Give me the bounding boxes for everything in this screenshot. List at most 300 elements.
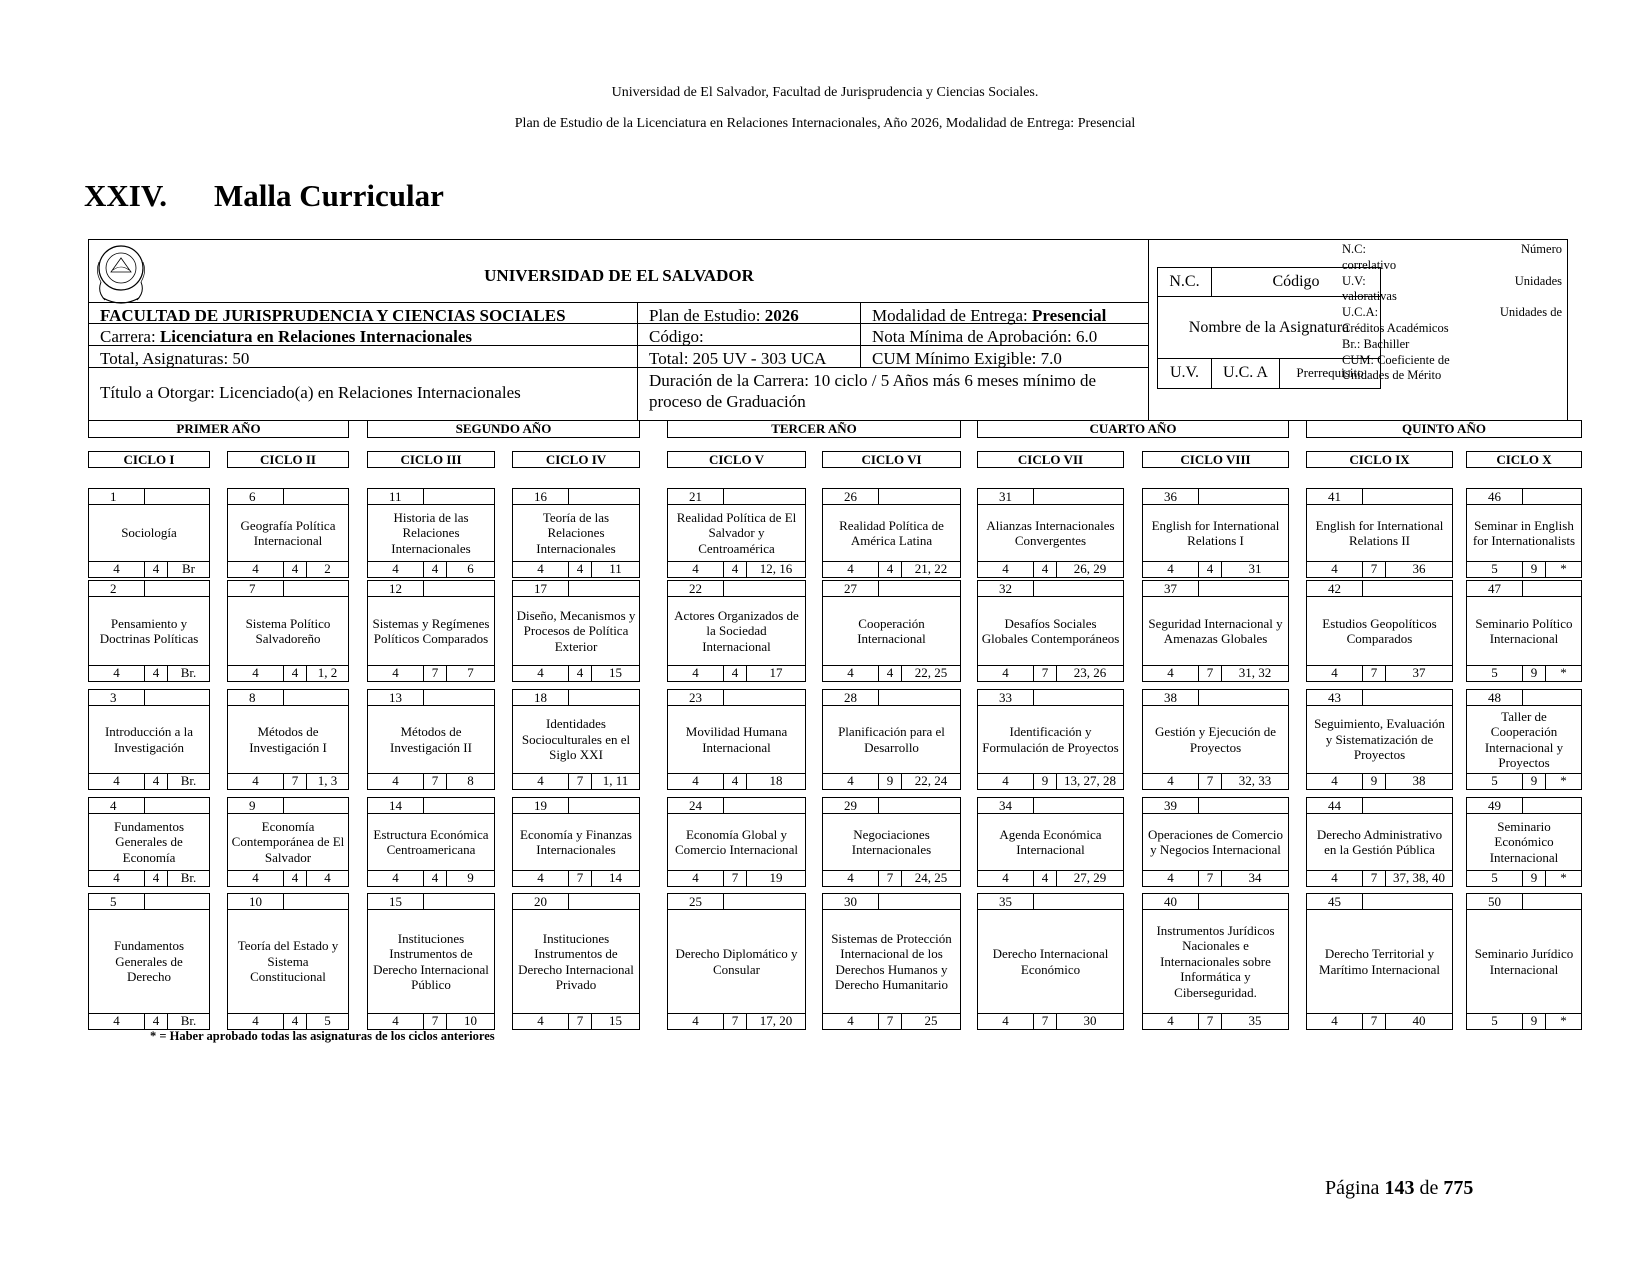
course-number: 11 [368, 489, 424, 504]
abbreviation-key: Créditos Académicos [1342, 320, 1449, 335]
course-uca: 7 [1363, 562, 1386, 577]
course-cell [227, 893, 349, 1030]
course-uv: 4 [668, 562, 724, 577]
course-uv: 4 [1307, 562, 1363, 577]
course-header-row [1307, 489, 1452, 505]
course-uca: 7 [1363, 1014, 1386, 1029]
course-prerequisite: * [1560, 1013, 1567, 1028]
course-number: 7 [228, 581, 284, 596]
course-credits-row [823, 773, 960, 789]
course-name: Historia de las Relaciones Internacionales [391, 509, 471, 556]
course-credits-row [513, 561, 639, 577]
course-header-row [513, 894, 639, 910]
course-prerequisite: 1, 11 [602, 773, 629, 788]
course-prerequisite: 1, 3 [317, 773, 338, 788]
page-label: Página [1325, 1177, 1380, 1199]
course-number: 18 [513, 690, 569, 705]
course-uv: 4 [823, 774, 879, 789]
modalidad-label: Modalidad de Entrega: [872, 306, 1033, 325]
course-name: Seguimiento, Evaluación y Sistematización de Proyectos [1314, 716, 1445, 763]
course-cell [1466, 689, 1582, 790]
course-credits-row [89, 870, 209, 886]
course-cell [512, 689, 640, 790]
course-prerequisite: 14 [609, 870, 622, 885]
course-number: 41 [1307, 489, 1363, 504]
page-number [1325, 1177, 1473, 1200]
course-header-row [823, 581, 960, 597]
course-prerequisite: 22, 24 [914, 773, 948, 788]
abbreviation-line [1342, 289, 1562, 305]
course-prerequisite: 38 [1412, 773, 1426, 788]
course-uv: 4 [823, 1014, 879, 1029]
abbreviation-key: valorativas [1342, 289, 1397, 304]
course-name: Sociología [121, 525, 177, 541]
course-header-row [668, 690, 805, 706]
course-name: English for International Relations I [1151, 517, 1280, 548]
course-credits-row [228, 665, 348, 681]
course-uv: 4 [668, 666, 724, 681]
course-prerequisite: 1, 2 [317, 665, 338, 680]
course-cell [367, 797, 495, 887]
info-row-totals [89, 345, 1149, 367]
course-header-row [228, 581, 348, 597]
course-cell [822, 580, 961, 682]
course-name: Desafíos Sociales Globales Contemporáneos [981, 615, 1120, 646]
titulo-cell: Título a Otorgar: Licenciado(a) en Relaciones Internacionales [100, 383, 521, 402]
info-table [89, 240, 1149, 420]
course-number: 24 [668, 798, 724, 813]
course-cell [667, 488, 806, 578]
course-number: 4 [89, 798, 145, 813]
course-credits-row [368, 665, 494, 681]
section-number: XXIV. [84, 178, 167, 213]
course-name: Fundamentos Generales de Derecho [113, 938, 185, 985]
course-uca: 7 [1034, 1014, 1057, 1029]
course-uca: 7 [1363, 666, 1386, 681]
section-title [84, 178, 444, 214]
course-prerequisite: 23, 26 [1073, 665, 1107, 680]
abbreviation-line [1342, 305, 1562, 321]
course-name: Fundamentos Generales de Economía [113, 818, 185, 865]
course-uv: 4 [978, 774, 1034, 789]
course-number: 2 [89, 581, 145, 596]
course-name: Actores Organizados de la Sociedad Internacional [674, 607, 799, 654]
course-cell [822, 893, 961, 1030]
course-uca: 7 [1034, 666, 1057, 681]
course-uv: 4 [513, 774, 569, 789]
course-credits-row [1143, 1013, 1288, 1029]
course-header-row [89, 894, 209, 910]
course-cell [512, 797, 640, 887]
modalidad-cell [860, 303, 1149, 323]
course-name: Economía Contemporánea de El Salvador [231, 818, 345, 865]
abbreviation-value: Unidades de [1499, 305, 1562, 320]
course-uv: 5 [1467, 666, 1523, 681]
course-cell [367, 488, 495, 578]
course-credits-row [978, 773, 1123, 789]
cycle-header: CICLO I [88, 451, 210, 468]
course-name: Seminario Político Internacional [1475, 615, 1573, 646]
course-prerequisite: 19 [769, 870, 783, 885]
course-credits-row [513, 1013, 639, 1029]
course-header-row [978, 894, 1123, 910]
course-prerequisite: 18 [769, 773, 783, 788]
course-cell [1466, 893, 1582, 1030]
cycle-header: CICLO III [367, 451, 495, 468]
course-uv: 4 [513, 666, 569, 681]
course-number: 42 [1307, 581, 1363, 596]
course-number: 13 [368, 690, 424, 705]
course-number: 6 [228, 489, 284, 504]
course-uv: 4 [1143, 666, 1199, 681]
cycle-header: CICLO IX [1306, 451, 1453, 468]
course-number: 38 [1143, 690, 1199, 705]
course-header-row [1143, 690, 1288, 706]
legend-codigo: Código [1212, 268, 1380, 297]
course-credits-row [1467, 773, 1581, 789]
course-header-row [368, 489, 494, 505]
course-cell [667, 580, 806, 682]
course-name: Agenda Económica Internacional [999, 826, 1102, 857]
course-prerequisite: Br. [180, 773, 197, 788]
course-name: Derecho Internacional Económico [992, 946, 1109, 977]
faculty-name: FACULTAD DE JURISPRUDENCIA Y CIENCIAS SOCIALES [100, 306, 566, 325]
course-name: Alianzas Internacionales Convergentes [986, 517, 1115, 548]
course-header-row [668, 798, 805, 814]
course-header-row [1143, 581, 1288, 597]
course-number: 49 [1467, 798, 1523, 813]
course-credits-row [228, 870, 348, 886]
course-uca: 7 [724, 1014, 747, 1029]
course-number: 14 [368, 798, 424, 813]
codigo-cell: Código: [637, 324, 860, 345]
course-cell [367, 580, 495, 682]
course-prerequisite: * [1560, 773, 1567, 788]
course-credits-row [1143, 665, 1288, 681]
course-uv: 4 [89, 774, 145, 789]
course-uca: 7 [724, 871, 747, 886]
course-uv: 4 [368, 562, 424, 577]
course-uv: 4 [668, 871, 724, 886]
course-uca: 4 [284, 871, 307, 886]
course-cell [822, 488, 961, 578]
course-number: 32 [978, 581, 1034, 596]
course-number: 1 [89, 489, 145, 504]
course-uv: 5 [1467, 774, 1523, 789]
course-number: 44 [1307, 798, 1363, 813]
course-header-row [89, 581, 209, 597]
course-credits-row [513, 773, 639, 789]
course-header-row [89, 690, 209, 706]
info-row-carrera [89, 323, 1149, 345]
course-credits-row [978, 561, 1123, 577]
course-uv: 4 [823, 562, 879, 577]
cycle-header: CICLO VI [822, 451, 961, 468]
course-uv: 4 [228, 1014, 284, 1029]
course-uv: 4 [978, 666, 1034, 681]
course-uv: 4 [668, 774, 724, 789]
abbreviation-key: U.V: [1342, 273, 1366, 288]
year-header: PRIMER AÑO [88, 420, 349, 438]
course-number: 36 [1143, 489, 1199, 504]
course-header-row [368, 581, 494, 597]
course-name: Derecho Territorial y Marítimo Internacional [1319, 946, 1440, 977]
course-name: Movilidad Humana Internacional [685, 724, 788, 755]
course-cell [977, 689, 1124, 790]
course-header-row [978, 489, 1123, 505]
course-number: 3 [89, 690, 145, 705]
course-number: 33 [978, 690, 1034, 705]
course-uv: 4 [1307, 774, 1363, 789]
course-name: Operaciones de Comercio y Negocios Internacional [1147, 826, 1283, 857]
course-cell [88, 689, 210, 790]
course-header-row [368, 798, 494, 814]
course-uv: 4 [368, 666, 424, 681]
course-prerequisite: 31, 32 [1238, 665, 1272, 680]
course-prerequisite: 7 [467, 665, 474, 680]
course-credits-row [513, 665, 639, 681]
course-header-row [1307, 690, 1452, 706]
course-prerequisite: 2 [324, 561, 331, 576]
course-uv: 4 [1307, 871, 1363, 886]
abbreviation-value: Número [1521, 242, 1562, 256]
course-name: Estructura Económica Centroamericana [373, 826, 489, 857]
course-credits-row [823, 665, 960, 681]
course-uv: 5 [1467, 1014, 1523, 1029]
document-header-line1: Universidad de El Salvador, Facultad de Jurisprudencia y Ciencias Sociales. [611, 85, 1039, 100]
course-number: 43 [1307, 690, 1363, 705]
course-prerequisite: 24, 25 [914, 870, 948, 885]
course-header-row [513, 798, 639, 814]
course-uca: 4 [879, 562, 902, 577]
course-uv: 4 [368, 774, 424, 789]
legend-uv: U.V. [1158, 359, 1212, 388]
course-uca: 7 [424, 666, 447, 681]
course-uca: 7 [879, 1014, 902, 1029]
info-row-titulo [89, 367, 1149, 420]
course-header-row [89, 798, 209, 814]
course-credits-row [89, 1013, 209, 1029]
cycle-header: CICLO VII [977, 451, 1124, 468]
section-heading: Malla Curricular [214, 178, 444, 213]
course-credits-row [1467, 561, 1581, 577]
cycle-header: CICLO VIII [1142, 451, 1289, 468]
nota-minima-cell: Nota Mínima de Aprobación: 6.0 [860, 324, 1149, 345]
course-uv: 4 [513, 562, 569, 577]
course-prerequisite: 5 [324, 1013, 331, 1028]
year-header: CUARTO AÑO [977, 420, 1289, 438]
course-cell [977, 797, 1124, 887]
course-uca: 7 [1199, 774, 1222, 789]
course-uca: 9 [1523, 666, 1546, 681]
course-credits-row [1307, 870, 1452, 886]
course-number: 50 [1467, 894, 1523, 909]
course-uv: 4 [513, 871, 569, 886]
course-credits-row [89, 561, 209, 577]
course-header-row [823, 798, 960, 814]
course-number: 34 [978, 798, 1034, 813]
course-number: 16 [513, 489, 569, 504]
course-name: Sistemas y Regímenes Políticos Comparados [372, 615, 490, 646]
course-uca: 7 [569, 774, 592, 789]
abbreviations-list [1342, 242, 1562, 384]
course-uv: 4 [1143, 562, 1199, 577]
course-number: 12 [368, 581, 424, 596]
course-header-row [1467, 489, 1581, 505]
course-header-row [1143, 798, 1288, 814]
course-name: Identificación y Formulación de Proyectos [982, 724, 1119, 755]
course-uv: 4 [89, 871, 145, 886]
course-number: 10 [228, 894, 284, 909]
university-name: UNIVERSIDAD DE EL SALVADOR [484, 266, 754, 285]
course-name: Seguridad Internacional y Amenazas Globales [1148, 615, 1283, 646]
course-header-row [1143, 489, 1288, 505]
course-cell [512, 580, 640, 682]
course-credits-row [1143, 773, 1288, 789]
cycle-header: CICLO IV [512, 451, 640, 468]
course-number: 5 [89, 894, 145, 909]
course-uca: 4 [569, 562, 592, 577]
course-name: Identidades Socioculturales en el Siglo XXI [521, 716, 631, 763]
course-cell [227, 689, 349, 790]
modalidad-value: Presencial [1032, 306, 1107, 325]
course-prerequisite: * [1560, 561, 1567, 576]
course-cell [512, 893, 640, 1030]
course-uv: 4 [1143, 1014, 1199, 1029]
course-credits-row [823, 1013, 960, 1029]
course-uca: 4 [1199, 562, 1222, 577]
abbreviation-line [1342, 337, 1562, 353]
course-uv: 4 [978, 871, 1034, 886]
course-number: 46 [1467, 489, 1523, 504]
course-credits-row [1307, 1013, 1452, 1029]
course-name: Pensamiento y Doctrinas Políticas [99, 615, 199, 646]
course-uca: 4 [1034, 871, 1057, 886]
abbreviation-line [1342, 258, 1562, 274]
course-prerequisite: 35 [1248, 1013, 1262, 1028]
course-cell [1466, 797, 1582, 887]
course-cell [1306, 580, 1453, 682]
course-cell [367, 893, 495, 1030]
course-cell [227, 797, 349, 887]
course-uv: 4 [368, 871, 424, 886]
course-uv: 4 [1307, 666, 1363, 681]
course-credits-row [668, 773, 805, 789]
course-uca: 4 [724, 562, 747, 577]
course-name: Geografía Política Internacional [240, 517, 336, 548]
course-uca: 7 [1199, 1014, 1222, 1029]
course-header-row [1467, 798, 1581, 814]
course-prerequisite: 21, 22 [914, 561, 948, 576]
course-name: Cooperación Internacional [857, 615, 926, 646]
course-uca: 9 [1523, 871, 1546, 886]
course-number: 29 [823, 798, 879, 813]
course-cell [227, 488, 349, 578]
course-header-row [513, 581, 639, 597]
course-header-row [1467, 894, 1581, 910]
course-prerequisite: 27, 29 [1073, 870, 1107, 885]
course-name: Métodos de Investigación II [390, 724, 472, 755]
course-name: Derecho Diplomático y Consular [675, 946, 798, 977]
course-prerequisite: 22, 25 [914, 665, 948, 680]
course-name: Teoría del Estado y Sistema Constitucional [237, 938, 339, 985]
course-number: 45 [1307, 894, 1363, 909]
course-cell [1142, 689, 1289, 790]
course-name: Realidad Política de El Salvador y Centroamérica [676, 509, 797, 556]
course-header-row [1467, 690, 1581, 706]
course-prerequisite: 17, 20 [759, 1013, 793, 1028]
course-name: Estudios Geopolíticos Comparados [1322, 615, 1437, 646]
course-credits-row [1307, 561, 1452, 577]
course-prerequisite: 30 [1083, 1013, 1097, 1028]
page-of: de [1419, 1177, 1439, 1199]
course-prerequisite: 13, 27, 28 [1064, 773, 1116, 788]
course-cell [1142, 488, 1289, 578]
course-credits-row [368, 561, 494, 577]
course-number: 35 [978, 894, 1034, 909]
course-prerequisite: 37 [1412, 665, 1426, 680]
page-total: 775 [1443, 1177, 1474, 1199]
course-header-row [368, 690, 494, 706]
course-number: 17 [513, 581, 569, 596]
course-header-row [823, 690, 960, 706]
info-block [88, 239, 1568, 421]
abbreviation-key: correlativo [1342, 257, 1397, 272]
total-uv-cell: Total: 205 UV - 303 UCA [637, 346, 860, 367]
course-name: Instrumentos Jurídicos Nacionales e Internacionales sobre Informática y Ciberseguridad. [1156, 922, 1275, 1000]
course-credits-row [668, 1013, 805, 1029]
abbreviation-value: Unidades [1514, 273, 1562, 288]
year-header: QUINTO AÑO [1306, 420, 1582, 438]
course-number: 37 [1143, 581, 1199, 596]
course-prerequisite: Br [182, 561, 195, 576]
cum-cell: CUM Mínimo Exigible: 7.0 [860, 346, 1149, 367]
course-prerequisite: 10 [464, 1013, 477, 1028]
course-uv: 4 [89, 666, 145, 681]
course-header-row [978, 581, 1123, 597]
course-name: Diseño, Mecanismos y Procesos de Política Exterior [516, 607, 636, 654]
plan-label: Plan de Estudio: [649, 306, 765, 325]
course-cell [88, 893, 210, 1030]
course-uv: 4 [1307, 1014, 1363, 1029]
carrera-value: Licenciatura en Relaciones Internacionales [159, 327, 473, 346]
course-number: 21 [668, 489, 724, 504]
legend-uca: U.C. A [1212, 359, 1280, 388]
course-header-row [823, 489, 960, 505]
course-uca: 7 [879, 871, 902, 886]
course-credits-row [823, 561, 960, 577]
course-uca: 4 [879, 666, 902, 681]
course-number: 9 [228, 798, 284, 813]
document-header-line2: Plan de Estudio de la Licenciatura en Relaciones Internacionales, Año 2026, Modalidad de Entrega: Presencial [514, 116, 1136, 131]
course-cell [367, 689, 495, 790]
course-credits-row [368, 1013, 494, 1029]
course-name: Planificación para el Desarrollo [838, 724, 945, 755]
course-prerequisite: * [1560, 665, 1567, 680]
course-name: Sistema Político Salvadoreño [245, 615, 331, 646]
abbreviation-key: CUM: Coeficiente de [1342, 352, 1450, 367]
course-uca: 7 [1363, 871, 1386, 886]
course-name: Instituciones Instrumentos de Derecho Internacional Público [373, 930, 489, 992]
course-cell [1466, 580, 1582, 682]
course-name: Taller de Cooperación Internacional y Proyectos [1484, 708, 1564, 770]
footnote: * = Haber aprobado todas las asignaturas de los ciclos anteriores [150, 1029, 495, 1043]
course-credits-row [228, 1013, 348, 1029]
course-uca: 4 [145, 774, 168, 789]
course-credits-row [668, 870, 805, 886]
course-prerequisite: 31 [1248, 561, 1262, 576]
course-credits-row [89, 665, 209, 681]
